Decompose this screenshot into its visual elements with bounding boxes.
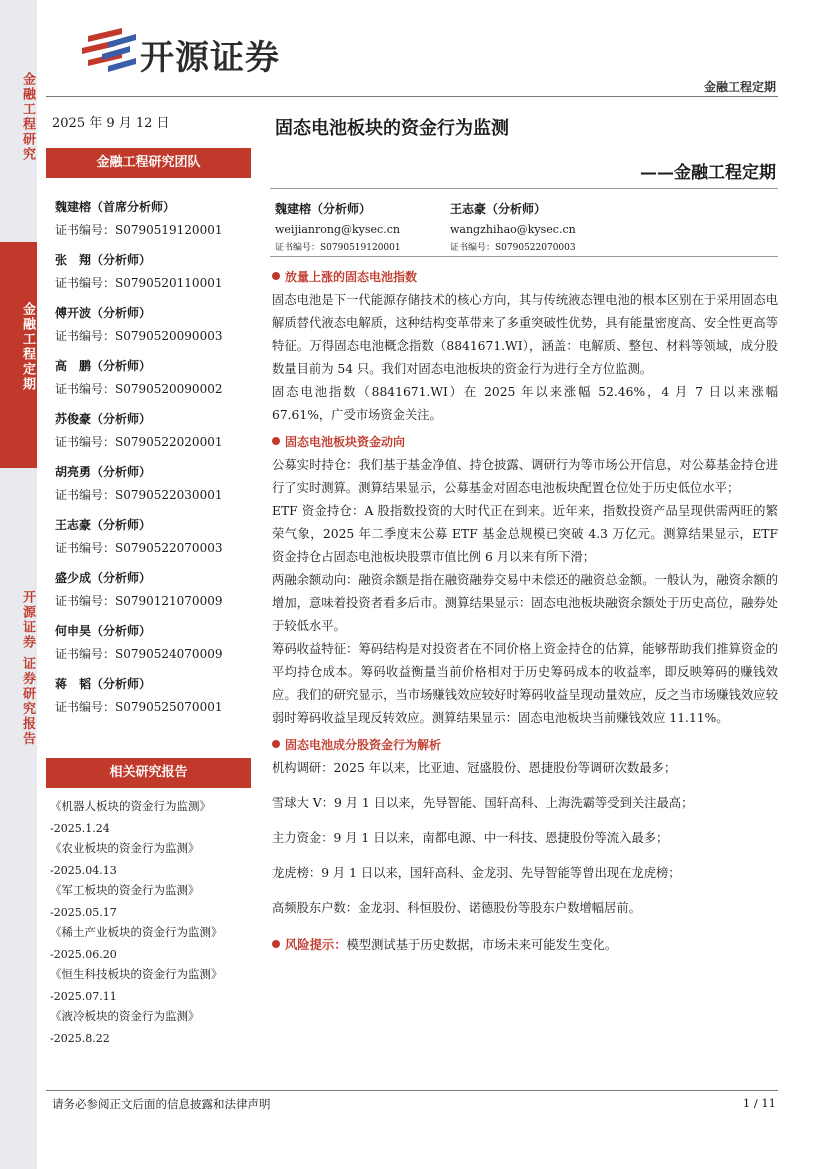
analyst-entry bbox=[55, 463, 222, 503]
bullet-dot-icon bbox=[272, 437, 280, 445]
related-report-link[interactable] bbox=[50, 882, 255, 919]
section-heading bbox=[272, 433, 778, 450]
analyst-entry bbox=[55, 675, 222, 715]
analyst-name: 盛少成（分析师） bbox=[55, 571, 152, 585]
body-paragraph: ETF 资金持仓：A 股指数投资的大时代正在到来。近年来，指数投资产品呈现供需两旺的繁荣气象，2025 年二季度末公募 ETF 基金总规模已突破 4.3 万亿元。测算结果显示，ETF 资金持仓占固态电池板块股票市值比例 6 月以来有所下滑； bbox=[272, 504, 778, 564]
author-email[interactable]: wangzhihao@kysec.cn bbox=[450, 223, 576, 236]
analyst-entry bbox=[55, 251, 222, 291]
bullet-dot-icon bbox=[272, 940, 280, 948]
related-report-date: -2025.8.22 bbox=[50, 1032, 110, 1045]
bullet-dot-icon bbox=[272, 272, 280, 280]
analyst-cert: 证书编号：S0790121070009 bbox=[55, 594, 223, 608]
body-paragraph: 公募实时持仓：我们基于基金净值、持仓披露、调研行为等市场公开信息，对公募基金持仓进行了实时测算。测算结果显示，公募基金对固态电池板块配置仓位处于历史低位水平； bbox=[272, 458, 778, 495]
author-divider bbox=[270, 256, 778, 257]
related-report-link[interactable] bbox=[50, 966, 255, 1003]
related-report-date: -2025.1.24 bbox=[50, 822, 110, 835]
author-cert: 证书编号：S0790519120001 bbox=[275, 243, 401, 253]
analyst-entry bbox=[55, 410, 222, 450]
author-name: 魏建榕（分析师） bbox=[275, 202, 372, 216]
related-report-title[interactable]: 《军工板块的资金行为监测》 bbox=[50, 883, 200, 897]
body-paragraph: 高频股东户数：金龙羽、科恒股份、诺德股份等股东户数增幅居前。 bbox=[272, 901, 641, 915]
body-paragraph: 两融余额动向：融资余额是指在融资融券交易中未偿还的融资总金额。一般认为，融资余额的增加，意味着投资者看多后市。测算结果显示：固态电池板块融资余额处于历史高位，融券处于较低水平。 bbox=[272, 573, 778, 633]
related-report-title[interactable]: 《液冷板块的资金行为监测》 bbox=[50, 1009, 200, 1023]
analyst-name: 苏俊豪（分析师） bbox=[55, 412, 152, 426]
body-paragraph: 雪球大 V：9 月 1 日以来，先导智能、国轩高科、上海洗霸等受到关注最高； bbox=[272, 796, 694, 810]
author-cert: 证书编号：S0790522070003 bbox=[450, 243, 576, 253]
title-divider bbox=[270, 188, 778, 189]
analyst-name: 张 翔（分析师） bbox=[55, 253, 152, 267]
analyst-cert: 证书编号：S0790522030001 bbox=[55, 488, 223, 502]
related-report-title[interactable]: 《稀土产业板块的资金行为监测》 bbox=[50, 925, 223, 939]
body-paragraph: 龙虎榜：9 月 1 日以来，国轩高科、金龙羽、先导智能等曾出现在龙虎榜； bbox=[272, 866, 681, 880]
analyst-cert: 证书编号：S0790524070009 bbox=[55, 647, 223, 661]
related-report-date: -2025.07.11 bbox=[50, 990, 117, 1003]
related-report-link[interactable] bbox=[50, 840, 255, 877]
related-report-date: -2025.05.17 bbox=[50, 906, 117, 919]
risk-label: 风险提示： bbox=[285, 938, 347, 952]
report-date: 2025 年 9 月 12 日 bbox=[52, 116, 170, 131]
analyst-name: 高 鹏（分析师） bbox=[55, 359, 152, 373]
analyst-name: 胡亮勇（分析师） bbox=[55, 465, 152, 479]
section-heading-text: 固态电池成分股资金行为解析 bbox=[285, 738, 442, 752]
report-subtitle: ——金融工程定期 bbox=[640, 163, 776, 183]
analyst-name: 何申昊（分析师） bbox=[55, 624, 152, 638]
analyst-cert: 证书编号：S0790519120001 bbox=[55, 223, 223, 237]
analyst-name: 王志豪（分析师） bbox=[55, 518, 152, 532]
report-body bbox=[272, 262, 778, 957]
author-email[interactable]: weijianrong@kysec.cn bbox=[275, 223, 400, 236]
analyst-cert: 证书编号：S0790520110001 bbox=[55, 276, 223, 290]
related-report-title[interactable]: 《恒生科技板块的资金行为监测》 bbox=[50, 967, 223, 981]
body-paragraph: 筹码收益特征：筹码结构是对投资者在不同价格上资金持仓的估算，能够帮助我们推算资金的平均持仓成本。筹码收益衡量当前价格相对于历史筹码成本的收益率，即反映筹码的赚钱效应。我们的研究显示，当市场赚钱效应较好时筹码收益呈现动量效应，反之当市场赚钱效应较弱时筹码收益呈现反转效应。测算结果显示：固态电池板块当前赚钱效应 11.11%。 bbox=[272, 642, 778, 725]
analyst-name: 傅开波（分析师） bbox=[55, 306, 152, 320]
section-heading-text: 固态电池板块资金动向 bbox=[285, 435, 406, 449]
related-report-title[interactable]: 《农业板块的资金行为监测》 bbox=[50, 841, 200, 855]
related-reports-heading: 相关研究报告 bbox=[46, 758, 251, 788]
header-report-type: 金融工程定期 bbox=[703, 80, 776, 94]
related-report-date: -2025.04.13 bbox=[50, 864, 117, 877]
analyst-entry bbox=[55, 198, 222, 238]
analyst-name: 魏建榕（首席分析师） bbox=[55, 200, 176, 214]
risk-warning bbox=[272, 934, 778, 957]
body-paragraph: 机构调研：2025 年以来，比亚迪、冠盛股份、恩捷股份等调研次数最多； bbox=[272, 761, 677, 775]
analyst-entry bbox=[55, 622, 222, 662]
team-heading: 金融工程研究团队 bbox=[46, 148, 251, 178]
side-label-periodic: 金融工程定期 bbox=[20, 302, 35, 392]
section-heading bbox=[272, 268, 778, 285]
author-name: 王志豪（分析师） bbox=[450, 202, 547, 216]
analyst-cert: 证书编号：S0790522070003 bbox=[55, 541, 223, 555]
analyst-entry bbox=[55, 569, 222, 609]
footer-divider bbox=[46, 1090, 778, 1091]
footer-disclaimer: 请务必参阅正文后面的信息披露和法律声明 bbox=[52, 1097, 271, 1111]
analyst-cert: 证书编号：S0790522020001 bbox=[55, 435, 223, 449]
body-paragraph: 主力资金：9 月 1 日以来，南都电源、中一科技、恩捷股份等流入最多； bbox=[272, 831, 669, 845]
side-label-research: 金融工程研究 bbox=[20, 72, 35, 162]
section-heading bbox=[272, 736, 778, 753]
body-paragraph: 固态电池是下一代能源存储技术的核心方向，其与传统液态锂电池的根本区别在于采用固态电解质替代液态电解质，这种结构变革带来了多重突破性优势，具有能量密度高、安全性更高等特征。万得固态电池概念指数（8841671.WI），涵盖：电解质、整包、材料等领域，成分股数量目前为 54 只。我们对固态电池板块的资金行为进行全方位监测。 bbox=[272, 293, 778, 376]
report-title: 固态电池板块的资金行为监测 bbox=[275, 118, 509, 139]
analyst-name: 蒋 韬（分析师） bbox=[55, 677, 152, 691]
analyst-cert: 证书编号：S0790525070001 bbox=[55, 700, 223, 714]
author-block bbox=[275, 200, 401, 253]
related-report-date: -2025.06.20 bbox=[50, 948, 117, 961]
company-logo-text: 开源证券 bbox=[140, 38, 280, 78]
related-report-link[interactable] bbox=[50, 798, 255, 835]
analyst-entry bbox=[55, 357, 222, 397]
analyst-cert: 证书编号：S0790520090002 bbox=[55, 382, 223, 396]
body-paragraph: 固态电池指数（8841671.WI）在 2025 年以来涨幅 52.46%，4 月 7 日以来涨幅 67.61%，广受市场资金关注。 bbox=[272, 385, 778, 422]
author-block bbox=[450, 200, 576, 253]
bullet-dot-icon bbox=[272, 740, 280, 748]
analyst-entry bbox=[55, 304, 222, 344]
related-report-link[interactable] bbox=[50, 1008, 255, 1045]
side-strip bbox=[0, 0, 37, 1169]
header-divider bbox=[46, 96, 778, 97]
analyst-entry bbox=[55, 516, 222, 556]
side-strip-bottom bbox=[0, 468, 37, 1169]
analyst-cert: 证书编号：S0790520090003 bbox=[55, 329, 223, 343]
side-label-broker: 开源证券 证券研究报告 bbox=[20, 590, 35, 747]
related-report-title[interactable]: 《机器人板块的资金行为监测》 bbox=[50, 799, 211, 813]
section-heading-text: 放量上涨的固态电池指数 bbox=[285, 270, 418, 284]
related-report-link[interactable] bbox=[50, 924, 255, 961]
risk-text: 模型测试基于历史数据，市场未来可能发生变化。 bbox=[346, 938, 618, 952]
page-number: 1 / 11 bbox=[742, 1096, 776, 1110]
